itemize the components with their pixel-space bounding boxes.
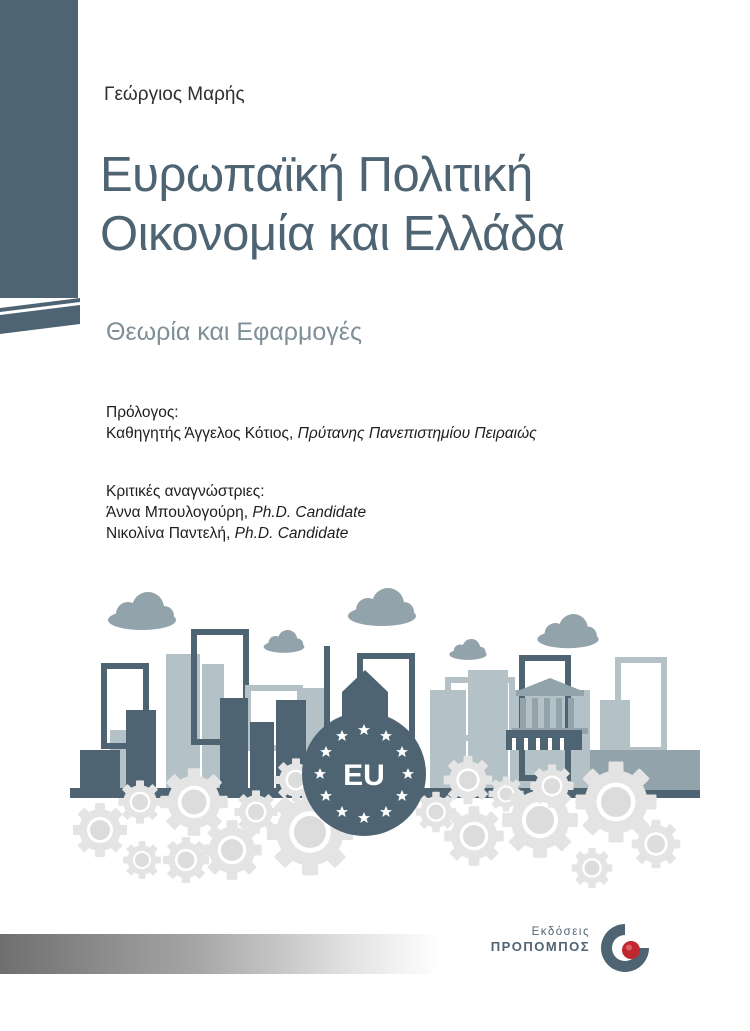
reviewer-name: Άννα Μπουλογούρη,	[106, 504, 253, 521]
side-accent-stripe	[0, 298, 80, 334]
publisher-logo-icon	[596, 919, 654, 977]
reviewer-title: Ph.D. Candidate	[234, 525, 349, 542]
reviewer-item	[106, 523, 366, 544]
side-accent-bar	[0, 0, 78, 298]
reviewers-block	[106, 481, 366, 544]
preface-author-role: Πρύτανης Πανεπιστημίου Πειραιώς	[297, 425, 537, 442]
eu-badge-label: EU	[343, 759, 385, 792]
preface-author-name: Καθηγητής Άγγελος Κότιος,	[106, 425, 298, 442]
reviewer-name: Νικολίνα Παντελή,	[106, 525, 235, 542]
eu-badge	[302, 712, 426, 836]
book-subtitle: Θεωρία και Εφαρμογές	[106, 318, 362, 346]
publisher-line-1: Εκδόσεις	[531, 926, 590, 938]
preface-block	[106, 402, 537, 444]
publisher-line-2: ΠΡΟΠΟΜΠΟΣ	[490, 939, 590, 954]
title-line-1: Ευρωπαϊκή Πολιτική	[100, 148, 533, 202]
reviewers-heading: Κριτικές αναγνώστριες:	[106, 483, 265, 500]
title-line-2: Οικονομία και Ελλάδα	[100, 207, 565, 261]
preface-author	[106, 423, 537, 444]
book-title	[100, 146, 565, 264]
cityscape-eu-illustration	[70, 580, 700, 910]
footer-gradient-bar	[0, 934, 440, 974]
publisher-name	[480, 926, 590, 954]
reviewer-item	[106, 502, 366, 523]
author-name: Γεώργιος Μαρής	[104, 84, 245, 105]
preface-heading: Πρόλογος:	[106, 404, 179, 421]
reviewer-title: Ph.D. Candidate	[252, 504, 367, 521]
